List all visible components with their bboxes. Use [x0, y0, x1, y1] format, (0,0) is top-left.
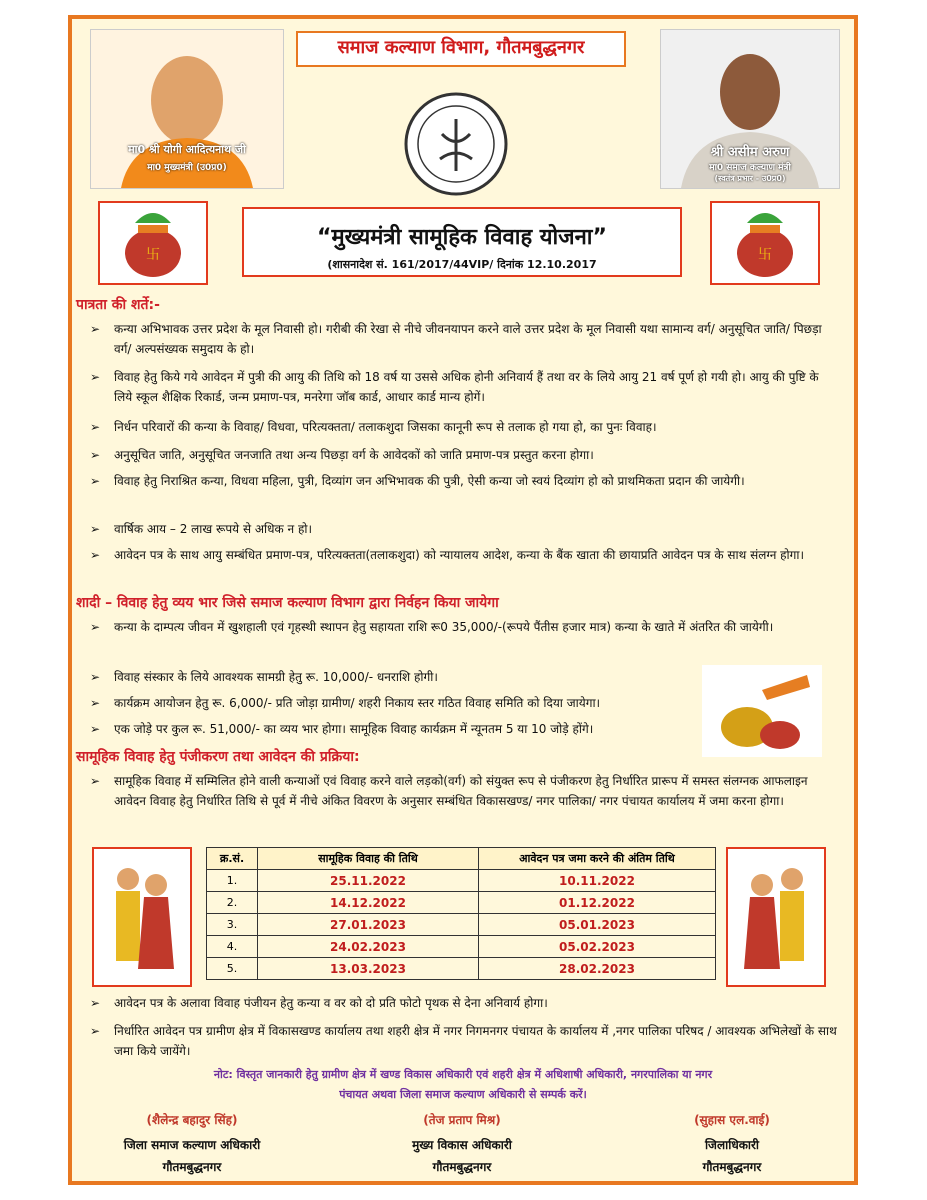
- up-govt-emblem: [402, 89, 510, 199]
- minister-caption-charge: (स्वतंत्र प्रभार - उ0प्र0): [714, 174, 786, 183]
- signatory-name: (तेज प्रताप मिश्र): [423, 1113, 501, 1127]
- contact-note: [82, 1065, 844, 1105]
- serial-cell: 5.: [207, 958, 258, 980]
- signatory-place: गौतमबुद्धनगर: [702, 1160, 762, 1174]
- poster: [68, 15, 858, 1185]
- expense-item: ➢ एक जोड़े पर कुल रू. 51,000/- का व्यय भार होगा। सामूहिक विवाह कार्यक्रम में न्यूनतम 5 या 10 जोड़े होंगे।: [90, 719, 690, 741]
- wedding-schedule-table: [206, 847, 716, 980]
- cm-photo: [90, 29, 284, 189]
- scheme-order-ref: (शासनादेश सं. 161/2017/44VIP/ दिनांक 12.10.2017: [327, 258, 597, 271]
- cm-caption-name: मा0 श्री योगी आदित्यनाथ जी: [128, 143, 246, 156]
- scheme-title-box: [242, 207, 682, 277]
- arrow-bullet-icon: ➢: [90, 722, 101, 736]
- table-row: [207, 870, 716, 892]
- wedding-date-cell: 14.12.2022: [258, 892, 479, 914]
- eligibility-item: ➢ विवाह हेतु निराश्रित कन्या, विधवा महिला, पुत्री, दिव्यांग जन अभिभावक की पुत्री, ऐसी कन्या जो स्वयं दिव्यांग हो को प्राथमिकता प्रदान की जायेगी।: [90, 471, 838, 513]
- couple-image-right: [726, 847, 826, 987]
- signatory: [362, 1111, 562, 1178]
- arrow-bullet-icon: ➢: [90, 670, 101, 684]
- expense-heading: शादी – विवाह हेतु व्यय भार जिसे समाज कल्याण विभाग द्वारा निर्वहन किया जायेगा: [76, 595, 499, 611]
- expense-item: ➢ कन्या के दाम्पत्य जीवन में खुशहाली एवं गृहस्थी स्थापन हेतु सहायता राशि रू0 35,000/-(रूपये पैंतीस हजार मात्र) कन्या के खाते में अंतरित की जायेगी।: [90, 617, 838, 659]
- arrow-bullet-icon: ➢: [90, 474, 101, 488]
- kalash-icon: [712, 203, 818, 283]
- expense-item: ➢ कार्यक्रम आयोजन हेतु रू. 6,000/- प्रति जोड़ा ग्रामीण/ शहरी निकाय स्तर गठित विवाह समिति को दिया जायेगा।: [90, 693, 690, 715]
- signatory-place: गौतमबुद्धनगर: [162, 1160, 222, 1174]
- arrow-bullet-icon: ➢: [90, 370, 101, 384]
- table-row: [207, 914, 716, 936]
- signatory-name: (शैलेन्द्र बहादुर सिंह): [146, 1113, 238, 1127]
- kalash-left: [98, 201, 208, 285]
- signatory-role: मुख्य विकास अधिकारी: [412, 1138, 512, 1152]
- couple-image-left: [92, 847, 192, 987]
- bride-groom-icon: [94, 849, 190, 985]
- wedding-date-cell: 27.01.2023: [258, 914, 479, 936]
- table-row: [207, 936, 716, 958]
- kalash-right: [710, 201, 820, 285]
- signatory: [92, 1111, 292, 1178]
- signatory-role: जिलाधिकारी: [704, 1138, 760, 1152]
- note-line-2: पंचायत अथवा जिला समाज कल्याण अधिकारी से सम्पर्क करें।: [339, 1088, 587, 1101]
- table-row: [207, 892, 716, 914]
- scheme-title: “मुख्यमंत्री सामूहिक विवाह योजना”: [317, 225, 607, 250]
- serial-cell: 4.: [207, 936, 258, 958]
- note-line-1: नोट: विस्तृत जानकारी हेतु ग्रामीण क्षेत्र में खण्ड विकास अधिकारी एवं शहरी क्षेत्र में अधिशाषी अधिकारी, नगरपालिका या नगर: [213, 1068, 713, 1081]
- arrow-bullet-icon: ➢: [90, 548, 101, 562]
- signatory-name: (सुहास एल.वाई): [694, 1113, 770, 1127]
- wedding-date-cell: 13.03.2023: [258, 958, 479, 980]
- department-title: समाज कल्याण विभाग, गौतमबुद्धनगर: [296, 31, 626, 67]
- column-header: क्र.सं.: [207, 848, 258, 870]
- eligibility-item: ➢ अनुसूचित जाति, अनुसूचित जनजाति तथा अन्य पिछड़ा वर्ग के आवेदकों को जाति प्रमाण-पत्र प्रस्तुत करना होगा।: [90, 445, 838, 467]
- table-row: [207, 958, 716, 980]
- wedding-date-cell: 24.02.2023: [258, 936, 479, 958]
- table-header-row: [207, 848, 716, 870]
- arrow-bullet-icon: ➢: [90, 774, 101, 788]
- arrow-bullet-icon: ➢: [90, 696, 101, 710]
- column-header: आवेदन पत्र जमा करने की अंतिम तिथि: [479, 848, 716, 870]
- arrow-bullet-icon: ➢: [90, 420, 101, 434]
- arrow-bullet-icon: ➢: [90, 996, 101, 1010]
- eligibility-item: ➢ निर्धन परिवारों की कन्या के विवाह/ विधवा, परित्यक्तता/ तलाकशुदा जिसका कानूनी रूप से तलाक हो गया हो, का पुनः विवाह।: [90, 417, 838, 439]
- arrow-bullet-icon: ➢: [90, 522, 101, 536]
- column-header: सामूहिक विवाह की तिथि: [258, 848, 479, 870]
- expense-item: ➢ विवाह संस्कार के लिये आवश्यक सामग्री हेतु रू. 10,000/- धनराशि होगी।: [90, 667, 690, 689]
- registration-item: ➢ निर्धारित आवेदन पत्र ग्रामीण क्षेत्र में विकासखण्ड कार्यालय तथा शहरी क्षेत्र में नगर निगमनगर पंचायत के कार्यालय में ,नगर पालिका परिषद / आवश्यक अभिलेखों के साथ जमा किये जायेंगे।: [90, 1021, 838, 1063]
- svg-text:卐: 卐: [146, 247, 160, 263]
- signatory-role: जिला समाज कल्याण अधिकारी: [123, 1138, 261, 1152]
- signatory-place: गौतमबुद्धनगर: [432, 1160, 492, 1174]
- emblem-icon: [402, 89, 510, 199]
- registration-heading: सामूहिक विवाह हेतु पंजीकरण तथा आवेदन की प्रक्रिया:: [76, 749, 360, 765]
- registration-intro: ➢ सामूहिक विवाह में सम्मिलित होने वाली कन्याओं एवं विवाह करने वाले लड़को(वर्ग) को संयुक्त रूप से पंजीकरण हेतु निर्धारित प्रारूप में समस्त संलग्नक आफलाइन आवेदन विवाह हेतु निर्धारित तिथि से पूर्व में नीचे अंकित विवरण के अनुसार सम्बंधित विकासखण्ड/ नगर पालिका/ नगर पंचायत कार्यालय में जमा करना होगा।: [90, 771, 838, 833]
- bride-groom-icon: [728, 849, 824, 985]
- svg-text:卐: 卐: [758, 247, 772, 263]
- drum-shehnai-icon: [702, 665, 822, 757]
- kalash-icon: [100, 203, 206, 283]
- arrow-bullet-icon: ➢: [90, 448, 101, 462]
- minister-caption-name: श्री असीम अरुण: [710, 145, 790, 160]
- wedding-date-cell: 25.11.2022: [258, 870, 479, 892]
- signatory: [632, 1111, 832, 1178]
- arrow-bullet-icon: ➢: [90, 620, 101, 634]
- serial-cell: 2.: [207, 892, 258, 914]
- wedding-instruments-image: [702, 665, 822, 757]
- eligibility-heading: पात्रता की शर्ते:-: [76, 297, 160, 313]
- eligibility-item: ➢ विवाह हेतु किये गये आवेदन में पुत्री की आयु की तिथि को 18 वर्ष या उससे अधिक होनी अनिवार्य हैं तथा वर के लिये आयु 21 वर्ष पूर्ण हो गयी हो। आयु की पुष्टि के लिये स्कूल शैक्षिक रिकार्ड, जन्म प्रमाण-पत्र, मनरेगा जॉब कार्ड, आधार कार्ड मान्य होगें।: [90, 367, 838, 409]
- cm-caption-title: मा0 मुख्यमंत्री (उ0प्र0): [147, 163, 227, 173]
- deadline-cell: 01.12.2022: [479, 892, 716, 914]
- registration-item: ➢ आवेदन पत्र के अलावा विवाह पंजीयन हेतु कन्या व वर को दो प्रति फोटो पृथक से देना अनिवार्य होगा।: [90, 993, 838, 1015]
- arrow-bullet-icon: ➢: [90, 1024, 101, 1038]
- minister-caption-title: मा0 समाज कल्याण मंत्री: [709, 163, 791, 173]
- serial-cell: 3.: [207, 914, 258, 936]
- eligibility-item: ➢ कन्या अभिभावक उत्तर प्रदेश के मूल निवासी हो। गरीबी की रेखा से नीचे जीवनयापन करने वाले उत्तर प्रदेश के मूल निवासी यथा सामान्य वर्ग/ अनुसूचित जाति/ पिछड़ा वर्ग/ अल्पसंख्यक समुदाय के हो।: [90, 319, 838, 361]
- deadline-cell: 05.02.2023: [479, 936, 716, 958]
- arrow-bullet-icon: ➢: [90, 322, 101, 336]
- minister-photo: [660, 29, 840, 189]
- serial-cell: 1.: [207, 870, 258, 892]
- deadline-cell: 05.01.2023: [479, 914, 716, 936]
- deadline-cell: 28.02.2023: [479, 958, 716, 980]
- deadline-cell: 10.11.2022: [479, 870, 716, 892]
- eligibility-item: ➢ वार्षिक आय – 2 लाख रूपये से अधिक न हो।: [90, 519, 838, 541]
- eligibility-item: ➢ आवेदन पत्र के साथ आयु सम्बंधित प्रमाण-पत्र, परित्यक्तता(तलाकशुदा) को न्यायालय आदेश, कन्या के बैंक खाता की छायाप्रति आवेदन पत्र के साथ संलग्न होगा।: [90, 545, 838, 587]
